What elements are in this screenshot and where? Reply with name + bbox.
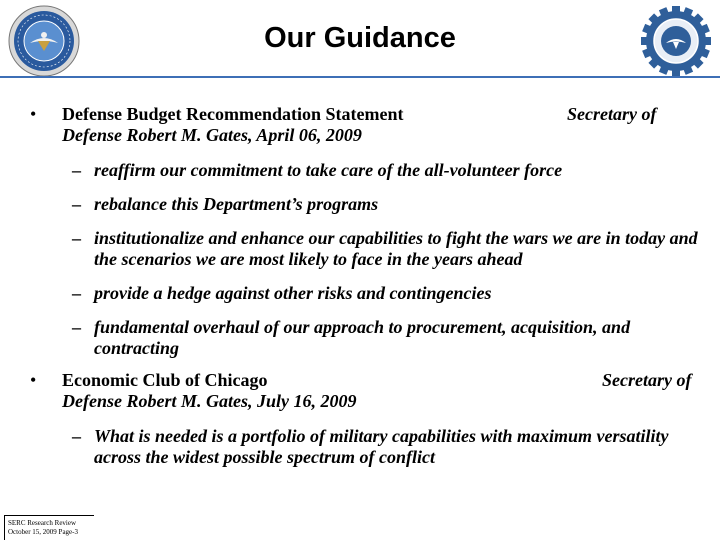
sub-item-dash: – bbox=[72, 426, 81, 446]
footer bbox=[8, 519, 78, 537]
bullet-dot: • bbox=[30, 370, 37, 390]
sub-item-dash: – bbox=[72, 228, 81, 248]
bullet-heading: Economic Club of Chicago bbox=[62, 370, 268, 390]
sub-item-text: What is needed is a portfolio of military capabilities with maximum versatility across the widest possible spectrum of conflict bbox=[94, 426, 669, 467]
bullet-continuation: Defense Robert M. Gates, April 06, 2009 bbox=[62, 125, 362, 145]
bullet-heading: Defense Budget Recommendation Statement bbox=[62, 104, 404, 124]
sub-item-dash: – bbox=[72, 283, 81, 303]
footer-line-2: October 15, 2009 Page-3 bbox=[8, 528, 78, 536]
sub-item-text: rebalance this Department’s programs bbox=[94, 194, 379, 214]
sub-item-text: reaffirm our commitment to take care of the all-volunteer force bbox=[94, 160, 563, 180]
bullet-dot: • bbox=[30, 104, 37, 124]
sub-item-dash: – bbox=[72, 317, 81, 337]
serc-gear-seal-icon bbox=[640, 5, 712, 77]
sub-item-text: institutionalize and enhance our capabilities to fight the wars we are in today and the scenarios we are most likely to face in the years ahead bbox=[94, 228, 698, 269]
sub-item-dash: – bbox=[72, 194, 81, 214]
footer-rule bbox=[4, 515, 94, 516]
sub-item-text: fundamental overhaul of our approach to procurement, acquisition, and contracting bbox=[94, 317, 631, 358]
bullet-right-label: Secretary of bbox=[602, 370, 692, 390]
footer-rule-vertical bbox=[4, 515, 5, 540]
slide-title: Our Guidance bbox=[264, 22, 456, 54]
sub-item-text: provide a hedge against other risks and contingencies bbox=[94, 283, 492, 303]
bullet-right-label: Secretary of bbox=[567, 104, 657, 124]
title-underline bbox=[0, 76, 720, 78]
sub-item-dash: – bbox=[72, 160, 81, 180]
footer-line-1: SERC Research Review bbox=[8, 519, 77, 527]
bullet-continuation: Defense Robert M. Gates, July 16, 2009 bbox=[62, 391, 357, 411]
